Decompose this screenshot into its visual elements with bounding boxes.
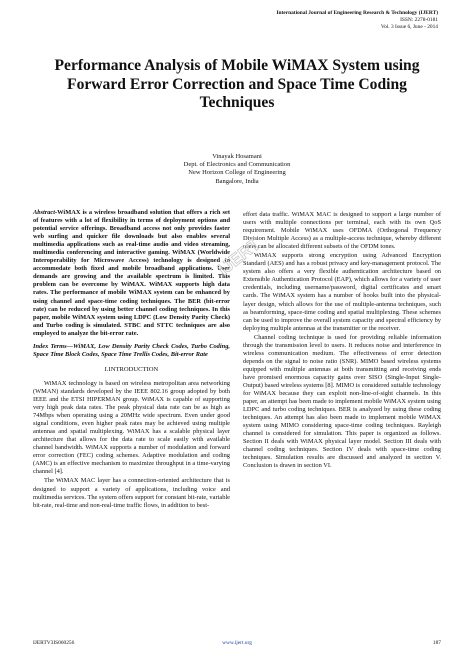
page-footer [33, 640, 441, 650]
journal-volume: Vol. 3 Issue 6, June - 2014 [380, 24, 438, 31]
intro-paragraph-3: WiMAX supports strong encryption using Advanced Encryption Standard (AES) and has a robust privacy and key-management protocol. The system also offers a very flexible authentication architecture based on Extensible Authentication Protocol (EAP), which allows for a variety of user credentials, including username/password, digital certificates and smart cards. The WiMAX system has a number of hooks built into the physical-layer design, which allows for the use of multiple-antenna techniques, such as beamforming, space-time coding and spatial multiplexing. These schemes can be used to improve the overall system capacity and spectral efficiency by deploying multiple antennas at the transmitter or the receiver. [243, 252, 441, 332]
abstract-text: WiMAX is a wireless broadband solution that offers a rich set of features with a lot of flexibility in terms of deployment options and potential service offerings. Broadband access not only provides faster web surfing and quicker file downloads but also enables several multimedia applications such as real-time audio and video streaming, multimedia conferencing and interactive gaming. WiMAX (Worldwide Interoperability for Microwave Access) technology is designed to accommodate both fixed and mobile broadband applications. User demands are growing and the available spectrum is limited. This problem can be overcome by WiMAX. WiMAX supports high data rates. The performance of mobile WiMAX system can be enhanced by using channel and space-time coding techniques. The BER (bit-error rate) can be reduced by using better channel coding techniques. In this paper, mobile WiMAX system using LDPC (Low Density Parity Check) and Turbo coding is simulated. STBC and STTC techniques are also employed to analyze the bit-error rate. [33, 209, 230, 337]
ijert-watermark [200, 228, 280, 288]
index-terms-text: —WiMAX, Low Density Parity Check Codes, Turbo Coding, Space Time Block Codes, Space Time Trellis Codes, Bit-error Rate [33, 342, 231, 358]
author-city: Bangalore, India [215, 177, 259, 185]
intro-paragraph-4: Channel coding technique is used for providing reliable information through the transmission level to users. It reduces noise and interference in wireless communication medium. The effectiveness of error detection depends on the signal to noise ratio (SNR). MIMO based wireless systems equipped with multiple antennas at both transmitting and receiving ends have promised enormous capacity gains over SISO (Single-Input Single-Output) based wireless systems [8]. MIMO is considered suitable technology for WiMAX because they can exploit non-line-of-sight channels. In this paper, an attempt has been made to implement mobile WiMAX system using LDPC and turbo coding techniques. BER is analyzed by using these coding techniques. An attempt has also been made to implement mobile WiMAX system using MIMO considering space-time coding techniques. Rayleigh channel is considered for simulation. This paper is organized as follows. Section II deals with WiMAX physical layer model. Section III deals with channel coding techniques. Section IV deals with space-time coding techniques. Simulation results are discussed and analyzed in section V. Conclusion is drawn in section VI. [243, 333, 441, 470]
journal-url-link[interactable]: www.ijert.org [222, 640, 252, 646]
author-college: New Horizon College of Engineering [188, 169, 286, 177]
page-number: 187 [432, 640, 441, 646]
journal-header [198, 10, 438, 32]
paper-title: Performance Analysis of Mobile WiMAX System using Forward Error Correction and Space Time Coding Techniques [54, 57, 420, 111]
journal-issn: ISSN: 2278-0181 [400, 17, 438, 24]
intro-paragraph-2: The WiMAX MAC layer has a connection-oriented architecture that is designed to support a variety of applications, including voice and multimedia services. The system offers support for constant bit-rate, variable bit-rate, real-time and non-real-time traffic flows, in addition to best- [33, 477, 230, 509]
intro-paragraph-1: WiMAX technology is based on wireless metropolitan area networking (WMAN) standards developed by the IEEE 802.16 group adopted by both IEEE and the ETSI HIPERMAN group. WiMAX is capable of supporting very high peak data rates. The peak physical data rate can be as high as 74Mbps when operating using a 20MHz wide spectrum. Even under good signal conditions, even higher peak rates may be achieved using multiple antennas and spatial multiplexing. WiMAX has a scalable physical layer architecture that allows for the data rate to scale easily with available channel bandwidth. WiMAX supports a number of modulation and forward error correction (FEC) coding schemes. Adaptive modulation and coding (AMC) is an effective mechanism to maximize throughput in a time-varying channel [4]. [33, 379, 230, 476]
author-dept: Dept. of Electronics and Communication [183, 161, 291, 169]
abstract-lead: Abstract- [33, 209, 58, 216]
watermark-text: IJERT [214, 234, 264, 280]
index-terms-lead: Index Terms [33, 342, 67, 350]
paper-id: IJERTV3IS060256 [33, 640, 75, 646]
author-block [120, 153, 354, 186]
section-heading-introduction: I.INTRODUCTION [104, 365, 159, 373]
author-name: Vinayak Hosamani [212, 153, 262, 160]
intro-paragraph-continued: effort data traffic. WiMAX MAC is designed to support a large number of users with multiple connections per terminal, each with its own QoS requirement. Mobile WiMAX uses OFDMA (Orthogonal Frequency Division Multiple Access) as a multiple-access technique, whereby different users can be allocated different subsets of the OFDM tones. [243, 211, 441, 251]
index-terms [33, 343, 230, 359]
journal-name: International Journal of Engineering Research & Technology (IJERT) [276, 10, 438, 16]
